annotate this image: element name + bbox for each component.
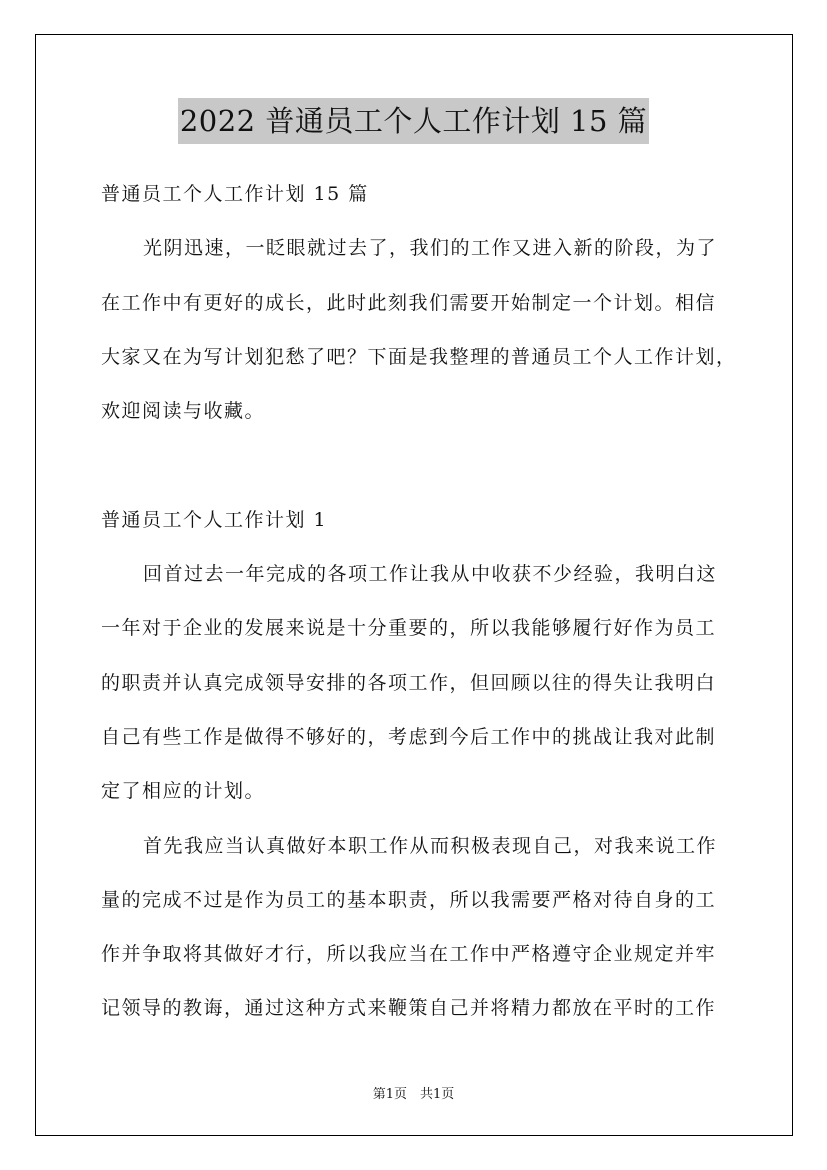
para2-line-1: 首先我应当认真做好本职工作从而积极表现自己，对我来说工作	[143, 834, 718, 857]
para1-line-4: 自己有些工作是做得不够好的，考虑到今后工作中的挑战让我对此制	[101, 725, 717, 748]
para1-line-2: 一年对于企业的发展来说是十分重要的，所以我能够履行好作为员工	[101, 617, 717, 640]
para2-line-4: 记领导的教诲，通过这种方式来鞭策自己并将精力都放在平时的工作	[101, 997, 717, 1020]
page-footer: 第1页 共1页	[372, 1087, 455, 1102]
subtitle: 普通员工个人工作计划 15 篇	[101, 183, 369, 205]
para1-line-3: 的职责并认真完成领导安排的各项工作，但回顾以往的得失让我明白	[101, 671, 717, 694]
blank-line	[101, 442, 731, 496]
intro-line-2: 在工作中有更好的成长，此时此刻我们需要开始制定一个计划。相信	[101, 291, 717, 314]
intro-line-4: 欢迎阅读与收藏。	[101, 400, 266, 423]
para1-line-1: 回首过去一年完成的各项工作让我从中收获不少经验，我明白这	[143, 563, 718, 586]
para2-line-3: 作并争取将其做好才行，所以我应当在工作中严格遵守企业规定并牢	[101, 943, 717, 966]
section-heading: 普通员工个人工作计划 1	[101, 508, 328, 531]
document-title: 2022 普通员工个人工作计划 15 篇	[178, 98, 649, 144]
title-area	[0, 98, 827, 144]
para2-line-2: 量的完成不过是作为员工的基本职责，所以我需要严格对待自身的工	[101, 888, 717, 911]
para1-line-5: 定了相应的计划。	[101, 780, 266, 803]
intro-line-3: 大家又在为写计划犯愁了吧？下面是我整理的普通员工个人工作计划，	[101, 345, 737, 368]
document-body	[101, 171, 737, 1040]
intro-line-1: 光阴迅速，一眨眼就过去了，我们的工作又进入新的阶段，为了	[143, 237, 718, 260]
